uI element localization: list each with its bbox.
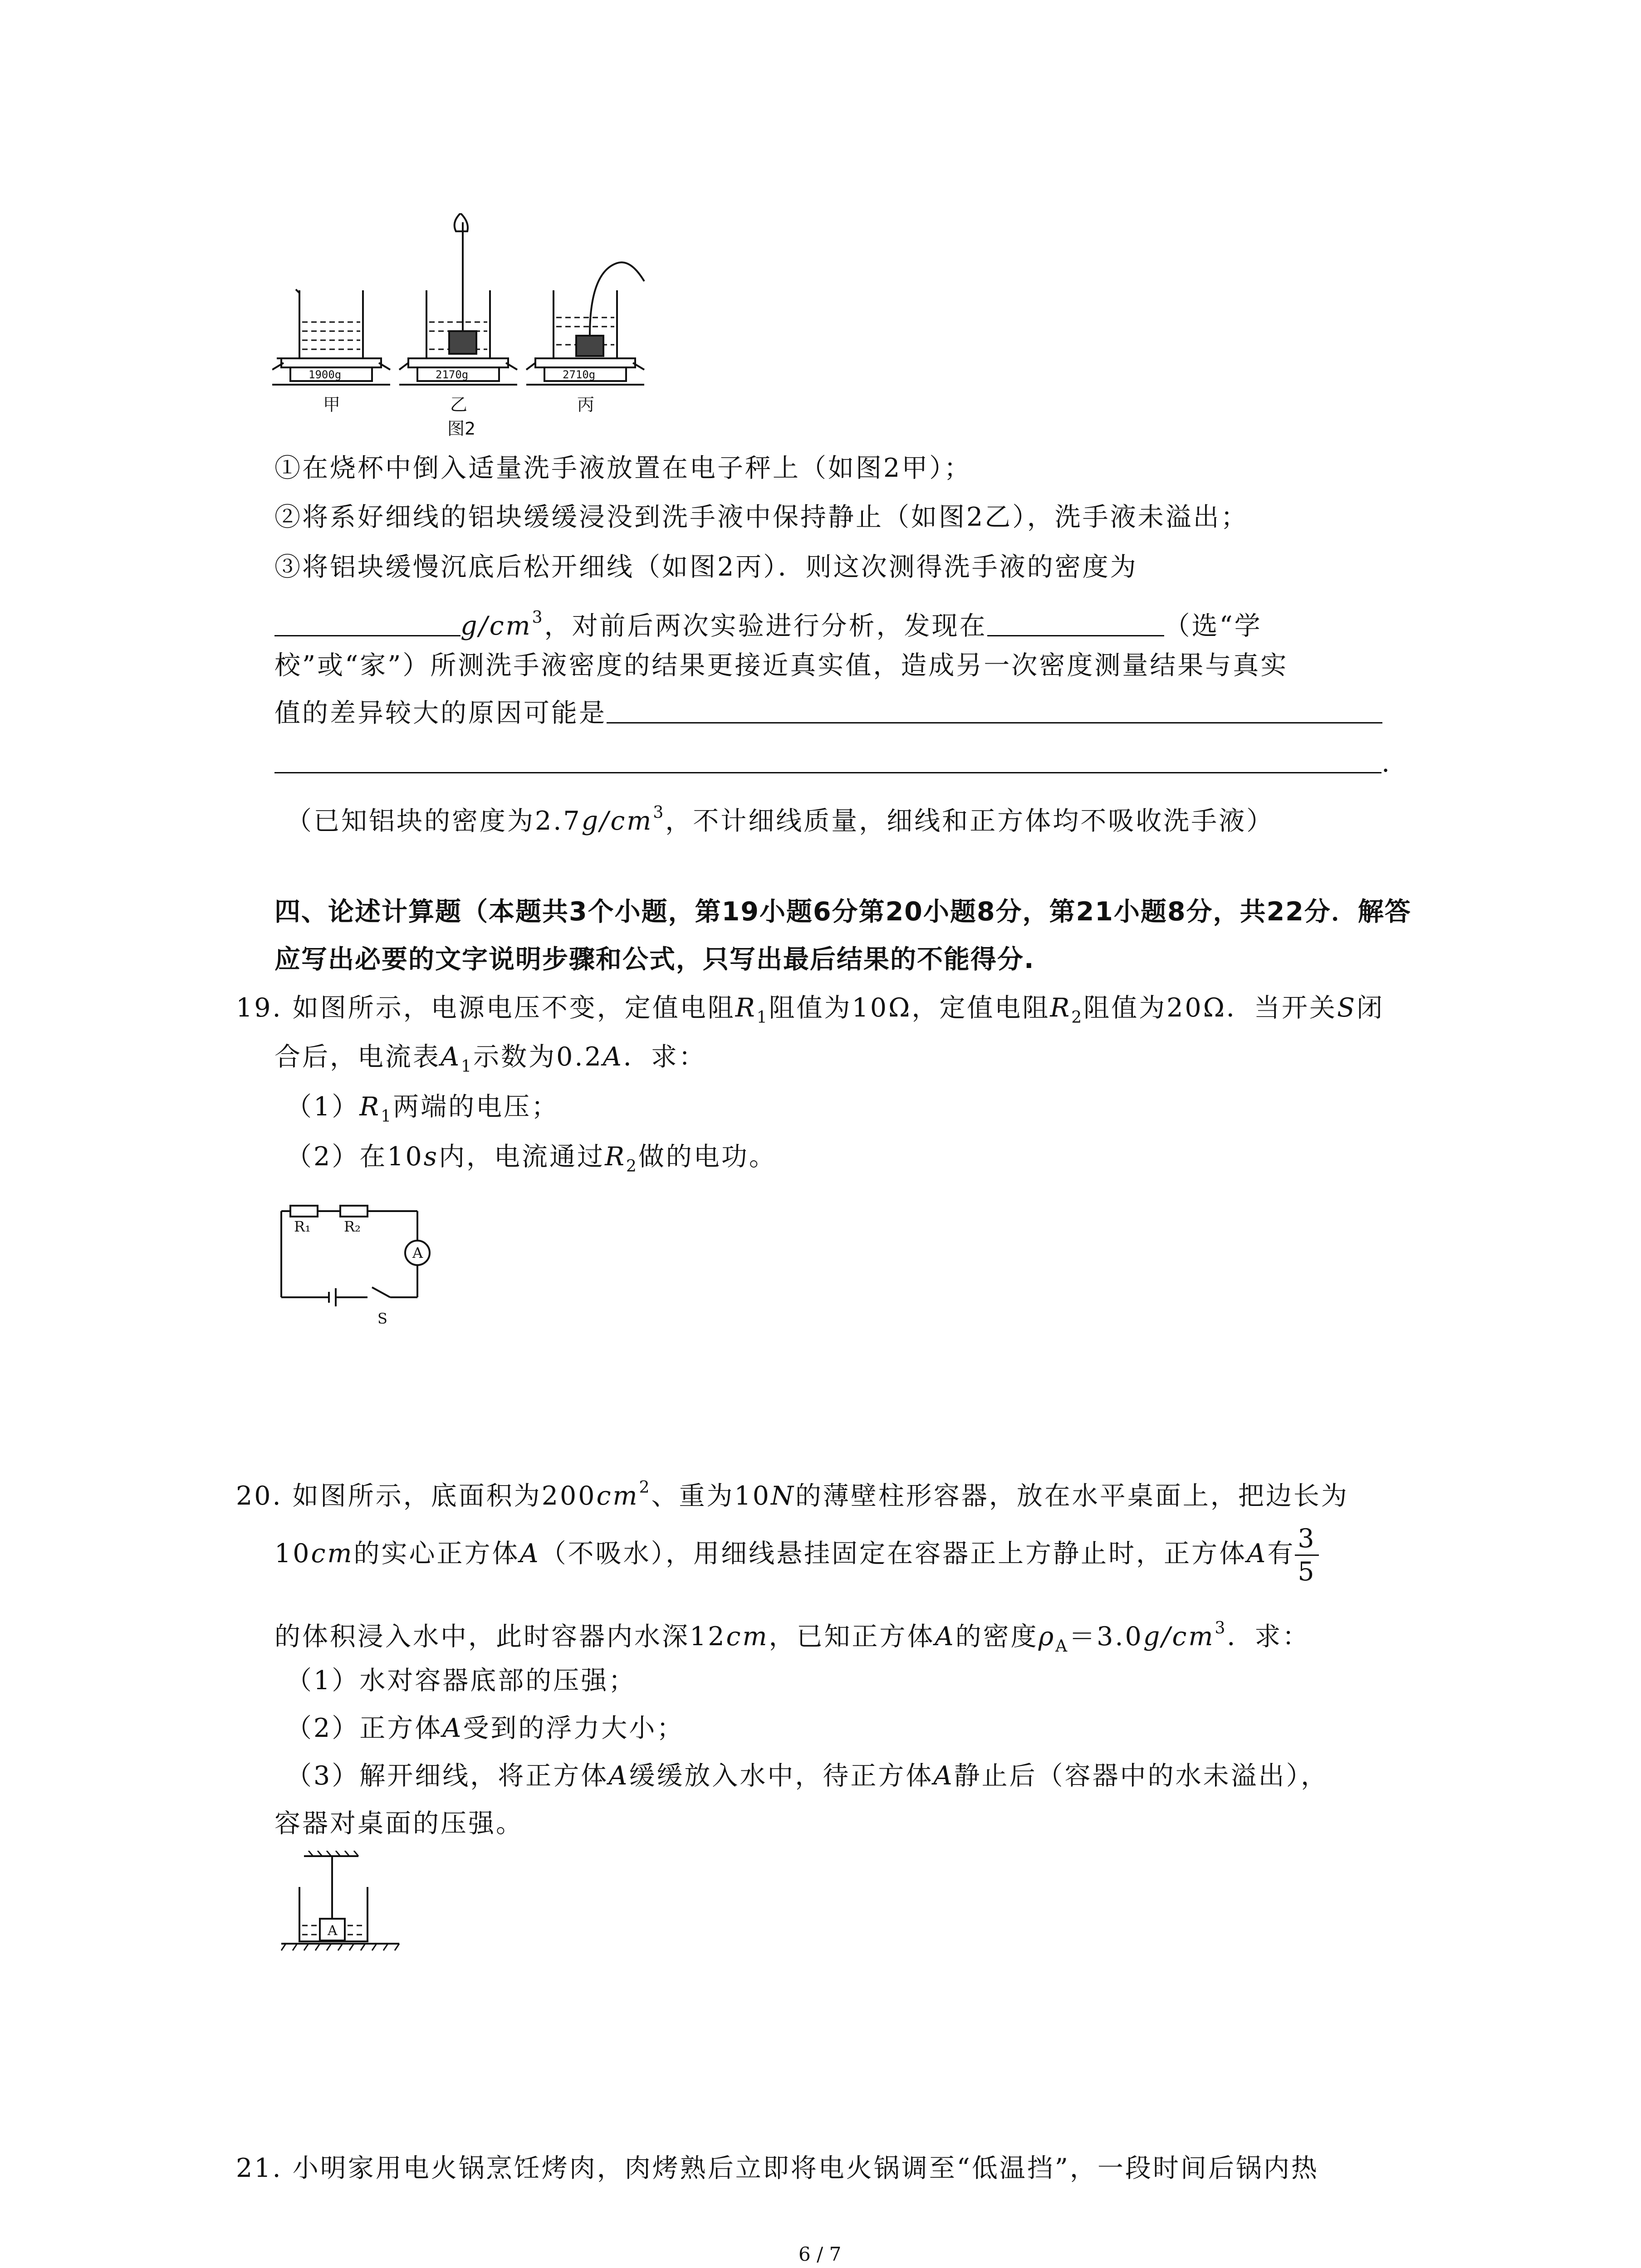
q20-part-1: （1）水对容器底部的压强； [286,1666,637,1696]
q19-part-2: （2）在10s内，电流通过$R_2$做的电功。 [286,1142,777,1176]
label-r2: R₂ [344,1218,361,1235]
switch-s [372,1287,390,1297]
q20-number: 20. [236,1481,283,1511]
q19-number: 19. [236,993,283,1023]
label-bing: 丙 [577,395,595,415]
section-4-heading-line-1: 四、论述计算题（本题共3个小题，第19小题6分第20小题8分，第21小题8分，共22分．解答 [274,897,1411,927]
q18-note: （已知铝块的密度为$2.7g/cm^3$，不计细线质量，细线和正方体均不吸收洗手液） [286,803,1274,836]
q18-density-line: $g/cm^3$，对前后两次实验进行分析，发现在 （选“学 [274,600,1262,644]
q20-line-1: 20. 如图所示，底面积为$200cm^2$、重为10N的薄壁柱形容器，放在水平桌面上，把边长为 [236,1478,1349,1511]
answer-blank-location[interactable] [987,608,1164,636]
cube-a-label: A [328,1923,338,1939]
q19-part-1: $(1)R_1$两端的电压； [286,1092,559,1126]
q20-part-2: （2）正方体A受到的浮力大小； [286,1713,685,1743]
answer-blank-density[interactable] [274,608,460,636]
q20-line-2: 10cm的实心正方体A（不吸水），用细线悬挂固定在容器正上方静止时，正方体A有 $\frac{3}{5}$ [274,1522,1319,1588]
q19-circuit-diagram [277,1198,440,1329]
label-ammeter: A [412,1244,423,1261]
beaker-yi [399,213,517,385]
q21-line-1: 21. 小明家用电火锅烹饪烤肉，肉烤熟后立即将电火锅调至“低温挡”，一段时间后锅内热 [236,2153,1319,2183]
q20-container-diagram [277,1851,413,1964]
q19-line-1: 19. 如图所示，电源电压不变，定值电阻$R_1$阻值为10Ω，定值电阻$R_2$阻值为20Ω．当开关S闭 [236,993,1385,1027]
page-number: 6 / 7 [798,2243,842,2265]
answer-blank-reason-2[interactable] [274,745,1381,773]
section-4-heading-line-2: 应写出必要的文字说明步骤和公式，只写出最后结果的不能得分. [274,944,1035,974]
scale-reading-bing: 2710g [563,368,596,381]
answer-blank-reason-1[interactable] [607,695,1382,723]
figure-2-beakers [272,213,671,449]
scale-reading-jia: 1900g [309,368,342,381]
q18-step-1: ①在烧杯中倒入适量洗手液放置在电子秤上（如图2甲）； [274,453,972,483]
q18-step-2: ②将系好细线的铝块缓缓浸没到洗手液中保持静止（如图2乙），洗手液未溢出； [274,502,1249,532]
figure-2-caption: 图2 [447,419,476,439]
q19-line-2: 合后，电流表$A_1$示数为0.2A．求： [274,1042,706,1076]
q20-line-3: 的体积浸入水中，此时容器内水深12cm，已知正方体A的密度$\rho_A=3.0g/cm^3$．求： [274,1619,1310,1656]
q21-number: 21. [236,2153,283,2183]
q18-line-4: . [274,745,1391,781]
label-yi: 乙 [450,395,468,415]
beaker-bing [526,262,644,385]
label-switch: S [377,1310,387,1327]
q18-step-3: ③将铝块缓慢沉底后松开细线（如图2丙）．则这次测得洗手液的密度为 [274,552,1138,582]
label-jia: 甲 [323,395,341,415]
q18-line-3: 值的差异较大的原因可能是 [274,695,1382,731]
resistor-r2 [340,1206,367,1217]
fraction-three-fifths: $\frac{3}{5}$ [1295,1523,1318,1588]
resistor-r1 [290,1206,318,1217]
scale-reading-yi: 2170g [436,368,469,381]
q18-line-2: 校”或“家”）所测洗手液密度的结果更接近真实值，造成另一次密度测量结果与真实 [274,650,1288,680]
q20-part-3: （3）解开细线，将正方体A缓缓放入水中，待正方体A静止后（容器中的水未溢出）， [286,1761,1329,1791]
label-r1: R₁ [294,1218,311,1235]
q20-part-4: 容器对桌面的压强。 [274,1809,524,1838]
